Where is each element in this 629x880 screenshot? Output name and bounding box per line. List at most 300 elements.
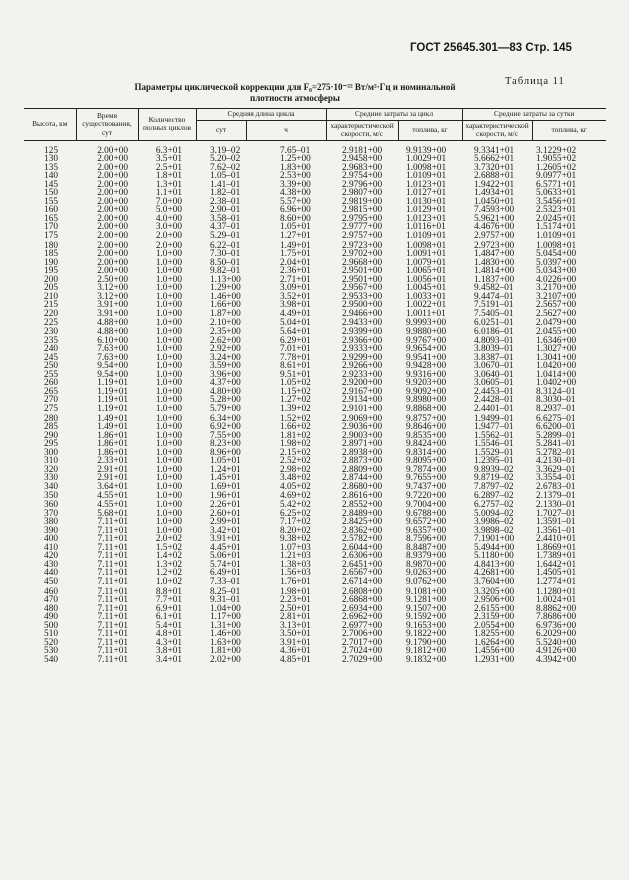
table-cell: 2.4410+01 (536, 534, 577, 544)
table-cell: 2.9266+00 (342, 361, 383, 371)
table-cell: 9.51+01 (280, 369, 311, 380)
table-cell: 340 (44, 481, 58, 492)
table-cell: 2.9233+00 (342, 369, 383, 380)
table-cell: 1.6442+01 (536, 559, 577, 570)
table-cell: 4.8093–01 (474, 335, 514, 346)
table-cell: 2.9458+00 (342, 154, 383, 164)
table-row (24, 396, 606, 405)
table-cell: 3.09+01 (280, 283, 311, 293)
table-cell: 1.0022+01 (406, 300, 447, 310)
table-row (24, 656, 606, 665)
table-cell: 3.2170+00 (536, 283, 577, 293)
table-cell: 9.0263+00 (406, 568, 447, 578)
table-cell: 245 (44, 352, 58, 363)
table-cell: 1.96+01 (210, 490, 241, 501)
table-cell: 3.3554–01 (536, 473, 576, 483)
table-cell: 6.9+01 (155, 603, 182, 614)
table-cell: 2.9754+00 (342, 171, 383, 181)
table-cell: 420 (44, 551, 58, 561)
table-cell: 9.8095+00 (406, 456, 447, 466)
table-cell: 2.6962+00 (342, 612, 383, 622)
table-cell: 9.6357+00 (406, 525, 447, 536)
table-cell: 2.71+01 (280, 274, 311, 285)
table-cell: 2.00+00 (97, 266, 128, 276)
table-cell: 2.5782+00 (342, 534, 383, 544)
table-cell: 2.0+00 (155, 231, 182, 242)
table-cell: 7.0+00 (155, 196, 182, 207)
table-cell: 1.0450+01 (474, 196, 515, 207)
table-cell: 9.1832+00 (406, 654, 447, 665)
table-cell: 1.0+00 (155, 335, 182, 346)
table-cell: 2.9796+00 (342, 179, 383, 190)
table-row (24, 569, 606, 578)
table-cell: 460 (44, 586, 58, 597)
data-table (24, 108, 606, 664)
table-cell: 1.49+01 (97, 413, 128, 424)
table-cell: 8.61+01 (280, 361, 311, 371)
table-cell: 3.8387–01 (474, 352, 514, 363)
table-cell: 2.00+00 (97, 188, 128, 198)
table-cell: 1.0+00 (155, 473, 182, 483)
table-cell: 1.27+01 (280, 231, 311, 242)
table-cell: 1.66+00 (210, 300, 241, 310)
table-row (24, 223, 606, 232)
table-cell: 2.98+02 (280, 464, 311, 475)
table-cell: 7.7+01 (155, 595, 182, 605)
table-cell: 9.1507+00 (406, 603, 447, 614)
table-caption (110, 82, 480, 104)
table-cell: 195 (44, 266, 58, 276)
table-cell: 9.38+02 (280, 534, 311, 544)
table-cell: 215 (44, 300, 58, 310)
table-cell: 2.9757+00 (342, 231, 383, 242)
table-cell: 2.8616+00 (342, 490, 383, 501)
table-cell: 2.8938+00 (342, 447, 383, 458)
table-cell: 7.5405–01 (474, 308, 514, 319)
table-cell: 3.0+00 (155, 222, 182, 232)
table-cell: 1.04+00 (210, 603, 241, 614)
table-cell: 5.5240+00 (536, 637, 577, 648)
table-cell: 1.2+02 (155, 568, 182, 578)
table-cell: 8.7596+00 (406, 534, 447, 544)
table-cell: 1.98+01 (280, 586, 311, 597)
table-cell: 2.7017+00 (342, 637, 383, 648)
table-cell: 3.96+00 (210, 369, 241, 380)
table-cell: 8.23+00 (210, 439, 241, 449)
table-cell: 205 (44, 283, 58, 293)
table-cell: 5.0+00 (155, 205, 182, 215)
table-cell: 2.0554+00 (474, 620, 515, 631)
table-cell: 5.0343+00 (536, 266, 577, 276)
table-cell: 190 (44, 257, 58, 268)
table-cell: 8.8487+00 (406, 542, 447, 553)
caption-line-1: Параметры циклической коррекции для F₀=275·10⁻²² Вт/м²·Гц и номинальной (134, 82, 456, 92)
table-cell: 510 (44, 629, 58, 639)
table-cell: 1.0+00 (155, 481, 182, 492)
table-cell: 275 (44, 404, 58, 415)
table-cell: 1.7027–01 (536, 508, 576, 519)
table-cell: 360 (44, 500, 58, 510)
table-cell: 1.0+00 (155, 404, 182, 415)
table-cell: 9.9767+00 (406, 335, 447, 346)
table-cell: 7.11+01 (97, 534, 128, 544)
table-cell: 1.6346+00 (536, 335, 577, 346)
table-cell: 4.88+00 (97, 327, 128, 337)
table-cell: 330 (44, 473, 58, 483)
table-cell: 4.8413+00 (474, 559, 515, 570)
table-cell: 7.30–01 (210, 249, 241, 259)
col-group-per-day: Средние затраты за сутки (462, 109, 606, 121)
table-cell: 5.64+01 (280, 327, 311, 337)
table-cell: 2.9299+00 (342, 352, 383, 363)
table-cell: 2.23+01 (280, 595, 311, 605)
table-cell: 3.1229+02 (536, 145, 577, 156)
table-cell: 6.2897–02 (474, 490, 514, 501)
table-cell: 1.2605+02 (536, 162, 577, 173)
table-cell: 2.6451+00 (342, 559, 383, 570)
table-cell: 2.04+01 (280, 257, 311, 268)
table-cell: 4.55+01 (97, 490, 128, 501)
table-cell: 9.9428+00 (406, 361, 447, 371)
table-cell: 4.85+01 (280, 654, 311, 665)
table-cell: 1.0+00 (155, 378, 182, 388)
table-cell: 9.1822+00 (406, 629, 447, 639)
table-cell: 135 (44, 162, 58, 173)
table-cell: 7.65–01 (280, 145, 311, 156)
table-cell: 1.0+00 (155, 430, 182, 441)
table-cell: 3.52+01 (280, 291, 311, 302)
table-cell: 7.11+01 (97, 595, 128, 605)
table-cell: 7.5191–01 (474, 300, 514, 310)
caption-line-2: плотности атмосферы (250, 93, 340, 103)
table-cell: 2.6934+00 (342, 603, 383, 614)
table-cell: 7.11+01 (97, 620, 128, 631)
table-cell: 7.11+01 (97, 517, 128, 527)
table-cell: 2.6714+00 (342, 577, 383, 588)
table-cell: 400 (44, 534, 58, 544)
table-cell: 1.3041+00 (536, 352, 577, 363)
table-cell: 4.0226+00 (536, 274, 577, 285)
table-cell: 1.0+00 (155, 327, 182, 337)
table-cell: 1.0+00 (155, 386, 182, 397)
table-cell: 9.0762+00 (406, 577, 447, 588)
table-cell: 200 (44, 274, 58, 285)
table-cell: 150 (44, 188, 58, 198)
table-cell: 320 (44, 464, 58, 475)
table-cell: 175 (44, 231, 58, 242)
table-cell: 1.86+01 (97, 447, 128, 458)
table-cell: 5.20–02 (210, 154, 241, 164)
table-cell: 9.4474–01 (474, 291, 514, 302)
table-cell: 2.9134+00 (342, 395, 383, 405)
table-cell: 9.6788+00 (406, 508, 447, 519)
table-cell: 7.8797–02 (474, 481, 514, 492)
table-cell: 2.02+00 (210, 654, 241, 665)
table-cell: 8.60+00 (280, 213, 311, 224)
table-cell: 5.1180+00 (474, 551, 514, 561)
table-cell: 1.24+01 (210, 464, 241, 475)
table-row (24, 140, 606, 155)
table-cell: 5.04+01 (280, 317, 311, 328)
table-cell: 4.45+01 (210, 542, 241, 553)
table-cell: 1.0+00 (155, 508, 182, 519)
col-cycle-fuel: топлива, кг (398, 120, 462, 140)
table-cell: 5.42+02 (280, 500, 311, 510)
table-cell: 9.9139+00 (406, 145, 447, 156)
table-cell: 3.3629–01 (536, 464, 576, 475)
table-cell: 2.9501+00 (342, 274, 383, 285)
table-cell: 5.06+01 (210, 551, 241, 561)
table-cell: 2.00+00 (97, 145, 128, 156)
table-cell: 5.29–01 (210, 231, 241, 242)
table-cell: 1.2774+01 (536, 577, 577, 588)
table-cell: 1.07+03 (280, 542, 311, 553)
table-cell: 1.17+00 (210, 612, 241, 622)
table-cell: 7.62–02 (210, 162, 241, 173)
table-cell: 9.1790+00 (406, 637, 447, 648)
table-cell: 2.9167+00 (342, 386, 383, 397)
table-cell: 4.2130–01 (536, 456, 576, 466)
table-cell: 1.19+01 (97, 404, 128, 415)
table-cell: 8.2937–01 (536, 404, 576, 415)
table-cell: 1.0+00 (155, 439, 182, 449)
table-cell: 1.5174+01 (536, 222, 577, 232)
table-cell: 1.4+02 (155, 551, 182, 561)
table-cell: 2.00+00 (97, 196, 128, 207)
table-cell: 9.7437+00 (406, 481, 447, 492)
table-cell: 9.7655+00 (406, 473, 447, 483)
table-cell: 9.8980+00 (406, 395, 447, 405)
table-cell: 7.11+01 (97, 629, 128, 639)
table-cell: 7.11+01 (97, 568, 128, 578)
table-cell: 1.4505+01 (536, 568, 577, 578)
table-cell: 2.9533+00 (342, 291, 383, 302)
table-cell: 1.0011+01 (406, 308, 446, 319)
table-cell: 2.0+00 (155, 240, 182, 251)
table-cell: 9.82–01 (210, 266, 241, 276)
table-cell: 9.9541+00 (406, 352, 447, 363)
table-cell: 130 (44, 154, 58, 164)
table-cell: 6.2757–02 (474, 500, 514, 510)
table-cell: 2.4401–01 (474, 404, 514, 415)
table-cell: 2.6155+00 (474, 603, 515, 614)
table-cell: 3.48+02 (280, 473, 311, 483)
table-cell: 2.6567+00 (342, 568, 383, 578)
table-cell: 2.00+00 (97, 205, 128, 215)
table-cell: 1.9477–01 (474, 422, 514, 432)
table-cell: 1.56+03 (280, 568, 311, 578)
table-cell: 2.9702+00 (342, 249, 383, 259)
table-cell: 7.17+02 (280, 517, 311, 527)
table-cell: 9.3341+01 (474, 145, 515, 156)
table-cell: 1.0098+01 (536, 240, 577, 251)
table-cell: 3.0640–01 (474, 369, 514, 380)
table-cell: 370 (44, 508, 58, 519)
col-lifetime: Время существования, сут (76, 109, 138, 141)
table-cell: 2.99+01 (210, 517, 241, 527)
table-cell: 2.9333+00 (342, 344, 383, 354)
table-cell: 8.3030–01 (536, 395, 576, 405)
table-cell: 2.38–01 (210, 196, 241, 207)
table-cell: 2.0+02 (155, 534, 182, 544)
table-cell: 1.0065+01 (406, 266, 447, 276)
table-cell: 1.0+00 (155, 395, 182, 405)
table-cell: 480 (44, 603, 58, 614)
table-cell: 6.92+00 (210, 422, 241, 432)
table-cell: 1.3561–01 (536, 525, 576, 536)
table-cell: 3.13+01 (280, 620, 311, 631)
table-cell: 2.9501+00 (342, 266, 383, 276)
table-cell: 2.00+00 (97, 249, 128, 259)
table-cell: 1.0129+01 (406, 205, 447, 215)
table-cell: 1.4934+01 (474, 188, 515, 198)
table-cell: 2.8809+00 (342, 464, 383, 475)
table-cell: 7.11+01 (97, 646, 128, 656)
table-cell: 5.79+00 (210, 404, 241, 415)
table-cell: 1.87+00 (210, 308, 241, 319)
table-cell: 2.0245+01 (536, 213, 577, 224)
table-cell: 2.5627+00 (536, 308, 577, 319)
table-cell: 540 (44, 654, 58, 665)
table-cell: 1.0+00 (155, 283, 182, 293)
table-cell: 1.4830+00 (474, 257, 515, 268)
table-cell: 5.57+00 (280, 196, 311, 207)
table-cell: 1.4814+00 (474, 266, 515, 276)
table-cell: 1.9055+02 (536, 154, 577, 164)
table-cell: 470 (44, 595, 58, 605)
table-cell: 2.15+02 (280, 447, 311, 458)
table-cell: 1.29+00 (210, 283, 241, 293)
table-cell: 8.3124–01 (536, 386, 576, 397)
table-cell: 210 (44, 291, 58, 302)
table-cell: 2.3159+00 (474, 612, 515, 622)
table-cell: 1.0024+01 (536, 595, 577, 605)
table-cell: 2.9036+00 (342, 422, 383, 432)
table-cell: 4.37+00 (210, 378, 241, 388)
table-cell: 3.64+01 (97, 481, 128, 492)
table-cell: 4.0+00 (155, 213, 182, 224)
table-cell: 2.6306+00 (342, 551, 383, 561)
table-cell: 3.59+00 (210, 361, 241, 371)
table-cell: 2.9723+00 (342, 240, 383, 251)
table-cell: 5.6662+01 (474, 154, 515, 164)
table-cell: 2.8744+00 (342, 473, 383, 483)
table-cell: 225 (44, 317, 58, 328)
table-cell: 1.0+00 (155, 517, 182, 527)
table-cell: 5.2899–01 (536, 430, 576, 441)
table-cell: 2.8425+00 (342, 517, 383, 527)
table-cell: 1.05–01 (210, 171, 241, 181)
table-cell: 2.90–01 (210, 205, 241, 215)
table-cell: 1.5529–01 (474, 447, 514, 458)
table-cell: 7.11+01 (97, 542, 128, 553)
table-cell: 1.0+00 (155, 413, 182, 424)
table-cell: 2.9466+00 (342, 308, 383, 319)
table-cell: 1.0+00 (155, 249, 182, 259)
table-cell: 2.4453–01 (474, 386, 514, 397)
table-cell: 5.74+01 (210, 559, 241, 570)
table-cell: 4.88+00 (97, 317, 128, 328)
table-cell: 255 (44, 369, 58, 380)
table-cell: 2.9366+00 (342, 335, 383, 346)
table-cell: 6.25+02 (280, 508, 311, 519)
table-cell: 7.11+01 (97, 525, 128, 536)
table-cell: 4.9126+00 (536, 646, 577, 656)
table-cell: 7.4593+00 (474, 205, 515, 215)
table-cell: 6.3+01 (155, 145, 182, 156)
table-cell: 9.9316+00 (406, 369, 447, 380)
table-cell: 3.98+01 (280, 300, 311, 310)
table-cell: 1.6264+00 (474, 637, 515, 648)
table-cell: 6.29+01 (280, 335, 311, 346)
table-cell: 9.6572+00 (406, 517, 447, 527)
table-row (24, 405, 606, 415)
table-cell: 1.49+01 (280, 240, 311, 251)
table-cell: 9.54+00 (97, 369, 128, 380)
table-cell: 2.91+01 (97, 464, 128, 475)
table-cell: 9.8535+00 (406, 430, 447, 441)
table-cell: 2.5+01 (155, 162, 182, 173)
table-cell: 1.63+00 (210, 637, 241, 648)
table-cell: 4.80+00 (210, 386, 241, 397)
table-cell: 9.9993+00 (406, 317, 447, 328)
table-cell: 2.0455+00 (536, 327, 577, 337)
table-cell: 3.5+01 (155, 154, 182, 164)
table-cell: 160 (44, 205, 58, 215)
table-cell: 1.15+02 (280, 386, 311, 397)
col-days: сут (196, 120, 246, 140)
table-cell: 3.8039–01 (474, 344, 514, 354)
table-cell: 1.81+02 (280, 430, 311, 441)
table-cell: 5.4944+00 (474, 542, 515, 553)
table-cell: 1.05+01 (210, 456, 241, 466)
table-cell: 1.0130+01 (406, 196, 447, 207)
table-cell: 7.11+01 (97, 586, 128, 597)
table-cell: 6.6275–01 (536, 413, 576, 424)
table-cell: 350 (44, 490, 58, 501)
table-cell: 285 (44, 422, 58, 432)
table-cell: 1.0+00 (155, 361, 182, 371)
table-cell: 9.1592+00 (406, 612, 447, 622)
table-cell: 7.11+01 (97, 654, 128, 665)
table-cell: 1.0079+01 (406, 257, 447, 268)
table-cell: 2.62+00 (210, 335, 241, 346)
table-cell: 1.0+00 (155, 300, 182, 310)
table-cell: 3.19–02 (210, 145, 241, 156)
table-cell: 440 (44, 568, 58, 578)
table-cell: 140 (44, 171, 58, 181)
table-cell: 1.1+01 (155, 188, 182, 198)
table-cell: 1.3591–01 (536, 517, 576, 527)
table-cell: 1.39+02 (280, 404, 311, 415)
table-cell: 2.8552+00 (342, 500, 383, 510)
table-cell: 500 (44, 620, 58, 631)
table-cell: 9.8868+00 (406, 404, 447, 415)
table-cell: 3.12+00 (97, 283, 128, 293)
table-cell: 1.0+00 (155, 266, 182, 276)
table-cell: 1.0109+01 (406, 171, 447, 181)
table-cell: 9.1081+00 (406, 586, 447, 597)
table-cell: 1.0+00 (155, 291, 182, 302)
table-cell: 2.6783–01 (536, 481, 576, 492)
table-cell: 2.8362+00 (342, 525, 383, 536)
table-cell: 9.8939–02 (474, 464, 514, 475)
table-cell: 2.4428–01 (474, 395, 514, 405)
table-cell: 2.7029+00 (342, 654, 383, 665)
table-cell: 1.98+02 (280, 439, 311, 449)
table-cell: 2.5323+01 (536, 205, 577, 215)
table-cell: 300 (44, 447, 58, 458)
